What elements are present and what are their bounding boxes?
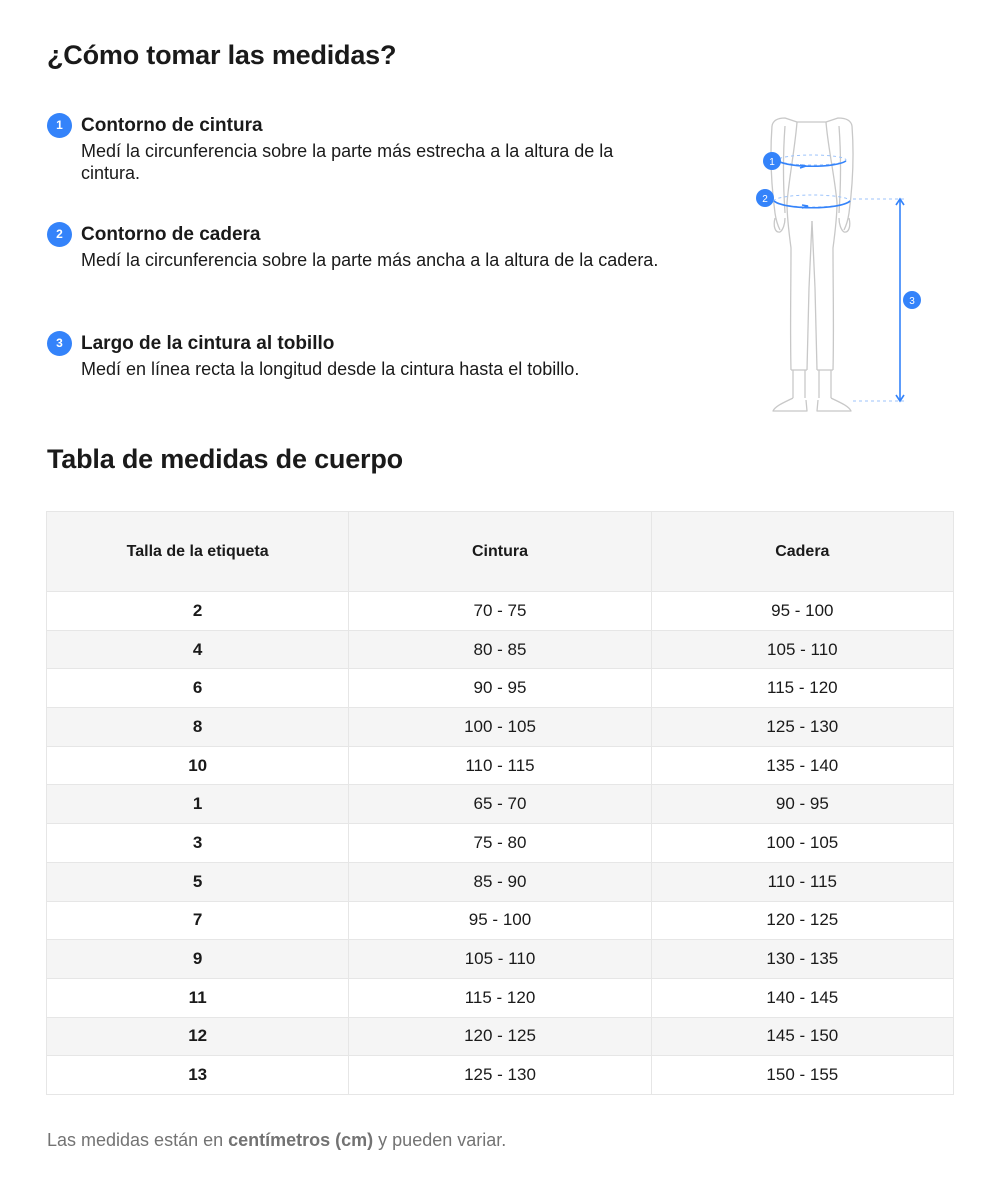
cell-size: 13 — [47, 1056, 349, 1095]
figure-marker-label: 3 — [909, 296, 915, 307]
step-waist — [47, 113, 667, 184]
cell-hip: 90 - 95 — [651, 785, 953, 824]
step-heading: Contorno de cadera — [81, 224, 261, 245]
table-row — [47, 592, 954, 631]
cell-hip: 135 - 140 — [651, 746, 953, 785]
cell-waist: 95 - 100 — [349, 901, 651, 940]
cell-size: 2 — [47, 592, 349, 631]
table-row — [47, 1017, 954, 1056]
step-description: Medí la circunferencia sobre la parte más estrecha a la altura de la cintura. — [81, 141, 614, 183]
table-row — [47, 708, 954, 747]
figure-marker-3 — [903, 291, 921, 309]
footnote-suffix: y pueden variar. — [373, 1130, 507, 1150]
body-measurement-figure-icon — [745, 108, 945, 423]
table-row — [47, 978, 954, 1017]
cell-waist: 115 - 120 — [349, 978, 651, 1017]
cell-waist: 110 - 115 — [349, 746, 651, 785]
cell-size: 7 — [47, 901, 349, 940]
cell-hip: 130 - 135 — [651, 940, 953, 979]
table-row — [47, 746, 954, 785]
cell-waist: 85 - 90 — [349, 862, 651, 901]
column-header-waist: Cintura — [349, 512, 651, 592]
footnote — [47, 1130, 506, 1151]
cell-waist: 100 - 105 — [349, 708, 651, 747]
cell-hip: 140 - 145 — [651, 978, 953, 1017]
cell-waist: 65 - 70 — [349, 785, 651, 824]
table-row — [47, 824, 954, 863]
cell-size: 12 — [47, 1017, 349, 1056]
cell-waist: 80 - 85 — [349, 630, 651, 669]
cell-hip: 120 - 125 — [651, 901, 953, 940]
figure-marker-label: 1 — [769, 157, 775, 168]
size-table — [46, 511, 954, 1095]
step-description: Medí en línea recta la longitud desde la cintura hasta el tobillo. — [81, 359, 580, 379]
figure-marker-2 — [756, 189, 774, 207]
table-row — [47, 785, 954, 824]
cell-size: 4 — [47, 630, 349, 669]
table-row — [47, 940, 954, 979]
cell-waist: 120 - 125 — [349, 1017, 651, 1056]
cell-size: 5 — [47, 862, 349, 901]
cell-size: 9 — [47, 940, 349, 979]
table-row — [47, 1056, 954, 1095]
footnote-prefix: Las medidas están en — [47, 1130, 229, 1150]
cell-hip: 115 - 120 — [651, 669, 953, 708]
table-row — [47, 669, 954, 708]
cell-waist: 90 - 95 — [349, 669, 651, 708]
step-hip — [47, 222, 667, 271]
step-number-badge: 3 — [47, 331, 72, 356]
body-figure-svg — [745, 108, 945, 423]
figure-marker-label: 2 — [762, 194, 768, 205]
cell-size: 1 — [47, 785, 349, 824]
cell-hip: 105 - 110 — [651, 630, 953, 669]
step-number-badge: 2 — [47, 222, 72, 247]
cell-size: 11 — [47, 978, 349, 1017]
step-heading: Largo de la cintura al tobillo — [81, 333, 335, 354]
cell-size: 10 — [47, 746, 349, 785]
footnote-unit: centímetros (cm) — [228, 1130, 374, 1150]
cell-hip: 95 - 100 — [651, 592, 953, 631]
step-length — [47, 331, 667, 380]
how-to-title: ¿Cómo tomar las medidas? — [47, 40, 397, 70]
cell-waist: 125 - 130 — [349, 1056, 651, 1095]
cell-hip: 100 - 105 — [651, 824, 953, 863]
cell-size: 6 — [47, 669, 349, 708]
figure-marker-1 — [763, 152, 781, 170]
column-header-hip: Cadera — [651, 512, 953, 592]
table-row — [47, 901, 954, 940]
cell-waist: 105 - 110 — [349, 940, 651, 979]
table-row — [47, 862, 954, 901]
cell-hip: 145 - 150 — [651, 1017, 953, 1056]
cell-hip: 125 - 130 — [651, 708, 953, 747]
table-row — [47, 630, 954, 669]
cell-size: 8 — [47, 708, 349, 747]
cell-waist: 75 - 80 — [349, 824, 651, 863]
cell-hip: 150 - 155 — [651, 1056, 953, 1095]
step-heading: Contorno de cintura — [81, 115, 263, 136]
cell-waist: 70 - 75 — [349, 592, 651, 631]
table-header-row — [47, 512, 954, 592]
column-header-size: Talla de la etiqueta — [47, 512, 349, 592]
cell-hip: 110 - 115 — [651, 862, 953, 901]
step-number-badge: 1 — [47, 113, 72, 138]
cell-size: 3 — [47, 824, 349, 863]
size-table-title: Tabla de medidas de cuerpo — [47, 444, 403, 474]
step-description: Medí la circunferencia sobre la parte más ancha a la altura de la cadera. — [81, 250, 659, 270]
